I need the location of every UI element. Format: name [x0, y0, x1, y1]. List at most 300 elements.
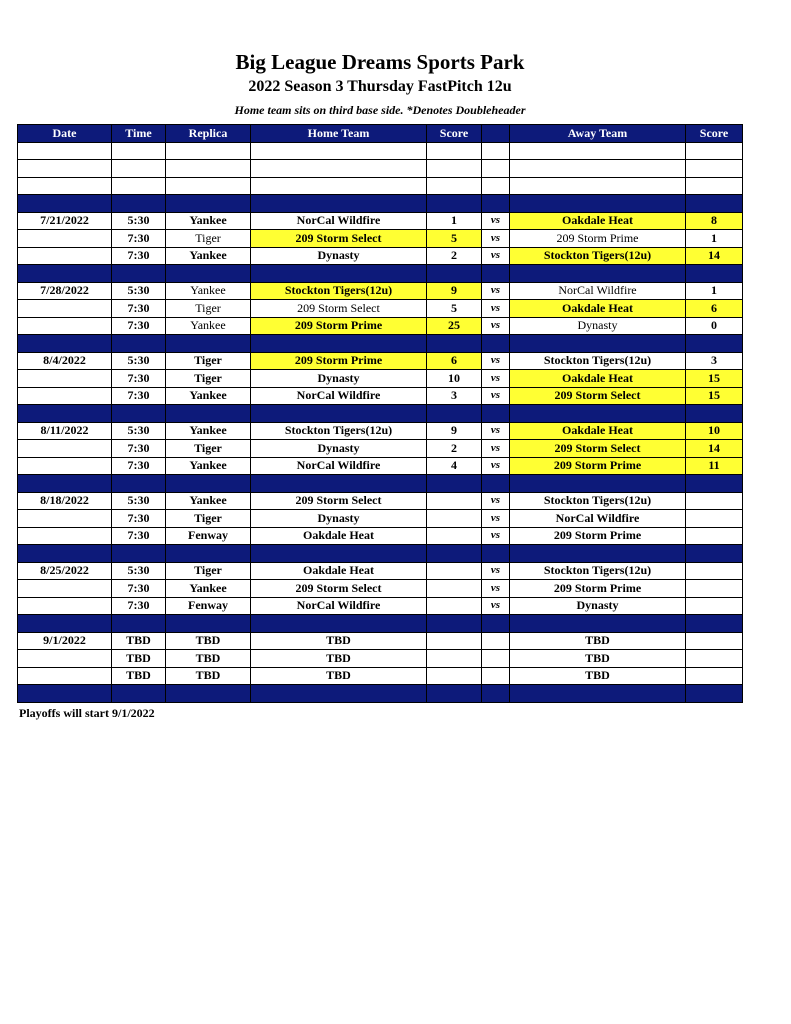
playoffs-note: Playoffs will start 9/1/2022	[19, 706, 155, 720]
time-cell: 7:30	[112, 300, 166, 318]
table-row	[18, 650, 743, 668]
separator-cell	[482, 265, 510, 283]
empty-cell	[427, 142, 482, 160]
empty-cell	[166, 142, 251, 160]
schedule-table	[17, 124, 743, 703]
separator-cell	[510, 615, 686, 633]
separator-cell	[427, 335, 482, 353]
table-row	[18, 632, 743, 650]
home-team-cell: 209 Storm Prime	[251, 352, 427, 370]
away-score-cell	[686, 562, 743, 580]
away-score-cell: 3	[686, 352, 743, 370]
away-team-cell: Oakdale Heat	[510, 300, 686, 318]
separator-cell	[112, 545, 166, 563]
away-score-cell: 1	[686, 282, 743, 300]
table-row	[18, 317, 743, 335]
separator-cell	[18, 265, 112, 283]
vs-cell: vs	[482, 300, 510, 318]
vs-cell: vs	[482, 282, 510, 300]
separator-cell	[510, 335, 686, 353]
home-score-cell: 5	[427, 300, 482, 318]
replica-cell: Yankee	[166, 492, 251, 510]
home-team-cell: 209 Storm Select	[251, 580, 427, 598]
table-row	[18, 667, 743, 685]
col-header-replica: Replica	[166, 125, 251, 143]
away-team-cell: TBD	[510, 650, 686, 668]
date-cell	[18, 667, 112, 685]
separator-cell	[166, 545, 251, 563]
date-cell: 8/18/2022	[18, 492, 112, 510]
separator-cell	[251, 615, 427, 633]
separator-cell	[166, 265, 251, 283]
away-team-cell: TBD	[510, 632, 686, 650]
away-score-cell	[686, 510, 743, 528]
replica-cell: Fenway	[166, 597, 251, 615]
empty-cell	[251, 177, 427, 195]
home-team-cell: Dynasty	[251, 247, 427, 265]
home-team-cell: TBD	[251, 667, 427, 685]
separator-cell	[686, 195, 743, 213]
separator-cell	[251, 195, 427, 213]
time-cell: 5:30	[112, 352, 166, 370]
separator-cell	[166, 335, 251, 353]
table-row	[18, 300, 743, 318]
week-separator	[18, 405, 743, 423]
home-team-cell: TBD	[251, 632, 427, 650]
home-team-cell: 209 Storm Select	[251, 492, 427, 510]
vs-cell: vs	[482, 562, 510, 580]
away-team-cell: 209 Storm Prime	[510, 457, 686, 475]
date-cell	[18, 370, 112, 388]
separator-cell	[112, 615, 166, 633]
separator-cell	[482, 615, 510, 633]
table-row	[18, 177, 743, 195]
time-cell: 7:30	[112, 510, 166, 528]
col-header-away-team: Away Team	[510, 125, 686, 143]
separator-cell	[166, 405, 251, 423]
away-score-cell	[686, 527, 743, 545]
date-cell: 8/25/2022	[18, 562, 112, 580]
separator-cell	[18, 475, 112, 493]
separator-cell	[166, 685, 251, 703]
vs-cell: vs	[482, 457, 510, 475]
home-score-cell: 1	[427, 212, 482, 230]
replica-cell: Tiger	[166, 370, 251, 388]
week-separator	[18, 265, 743, 283]
col-header-date: Date	[18, 125, 112, 143]
empty-cell	[18, 177, 112, 195]
home-score-cell: 5	[427, 230, 482, 248]
away-team-cell: Oakdale Heat	[510, 370, 686, 388]
separator-cell	[482, 405, 510, 423]
home-team-cell: NorCal Wildfire	[251, 387, 427, 405]
away-team-cell: NorCal Wildfire	[510, 510, 686, 528]
week-separator	[18, 195, 743, 213]
away-team-cell: Stockton Tigers(12u)	[510, 352, 686, 370]
home-score-cell: 25	[427, 317, 482, 335]
separator-cell	[112, 685, 166, 703]
time-cell: 7:30	[112, 317, 166, 335]
home-score-cell: 10	[427, 370, 482, 388]
separator-cell	[482, 195, 510, 213]
separator-cell	[427, 195, 482, 213]
col-header-away-score: Score	[686, 125, 743, 143]
replica-cell: Fenway	[166, 527, 251, 545]
time-cell: 7:30	[112, 230, 166, 248]
separator-cell	[166, 615, 251, 633]
separator-cell	[18, 545, 112, 563]
table-row	[18, 457, 743, 475]
table-row	[18, 527, 743, 545]
col-header-home-score: Score	[427, 125, 482, 143]
date-cell	[18, 247, 112, 265]
separator-cell	[112, 405, 166, 423]
table-row	[18, 142, 743, 160]
home-team-cell: Dynasty	[251, 510, 427, 528]
date-cell	[18, 457, 112, 475]
time-cell: 5:30	[112, 212, 166, 230]
table-row	[18, 352, 743, 370]
away-score-cell: 15	[686, 387, 743, 405]
time-cell: 7:30	[112, 457, 166, 475]
empty-cell	[112, 177, 166, 195]
separator-cell	[510, 405, 686, 423]
separator-cell	[251, 335, 427, 353]
week-separator	[18, 545, 743, 563]
week-separator	[18, 335, 743, 353]
empty-cell	[251, 142, 427, 160]
away-team-cell: 209 Storm Prime	[510, 230, 686, 248]
table-row	[18, 580, 743, 598]
col-header-home-team: Home Team	[251, 125, 427, 143]
date-cell	[18, 230, 112, 248]
col-header-time: Time	[112, 125, 166, 143]
table-row	[18, 370, 743, 388]
time-cell: 7:30	[112, 387, 166, 405]
separator-cell	[510, 475, 686, 493]
table-row	[18, 247, 743, 265]
empty-cell	[427, 177, 482, 195]
replica-cell: Yankee	[166, 282, 251, 300]
empty-cell	[112, 142, 166, 160]
time-cell: TBD	[112, 632, 166, 650]
replica-cell: Tiger	[166, 440, 251, 458]
date-cell	[18, 580, 112, 598]
vs-cell: vs	[482, 247, 510, 265]
vs-cell: vs	[482, 230, 510, 248]
date-cell	[18, 510, 112, 528]
away-score-cell	[686, 492, 743, 510]
vs-cell: vs	[482, 422, 510, 440]
table-row	[18, 597, 743, 615]
replica-cell: Tiger	[166, 562, 251, 580]
empty-cell	[112, 160, 166, 178]
home-score-cell: 6	[427, 352, 482, 370]
date-cell	[18, 650, 112, 668]
empty-cell	[482, 177, 510, 195]
replica-cell: Tiger	[166, 352, 251, 370]
empty-cell	[166, 177, 251, 195]
date-cell	[18, 387, 112, 405]
time-cell: 5:30	[112, 282, 166, 300]
away-team-cell: 209 Storm Prime	[510, 580, 686, 598]
time-cell: 7:30	[112, 370, 166, 388]
away-score-cell: 11	[686, 457, 743, 475]
away-score-cell: 14	[686, 440, 743, 458]
home-score-cell	[427, 492, 482, 510]
away-score-cell: 10	[686, 422, 743, 440]
empty-cell	[510, 160, 686, 178]
separator-cell	[427, 545, 482, 563]
vs-cell: vs	[482, 352, 510, 370]
table-row	[18, 422, 743, 440]
vs-cell	[482, 632, 510, 650]
vs-cell: vs	[482, 370, 510, 388]
separator-cell	[427, 405, 482, 423]
page-subtitle: 2022 Season 3 Thursday FastPitch 12u	[248, 78, 512, 95]
home-team-cell: Dynasty	[251, 370, 427, 388]
table-row	[18, 212, 743, 230]
time-cell: TBD	[112, 650, 166, 668]
week-separator	[18, 615, 743, 633]
time-cell: 7:30	[112, 527, 166, 545]
away-score-cell: 14	[686, 247, 743, 265]
date-cell: 8/11/2022	[18, 422, 112, 440]
col-header-vs	[482, 125, 510, 143]
home-team-cell: 209 Storm Prime	[251, 317, 427, 335]
away-team-cell: Dynasty	[510, 317, 686, 335]
away-score-cell	[686, 632, 743, 650]
empty-cell	[510, 177, 686, 195]
vs-cell	[482, 667, 510, 685]
time-cell: 7:30	[112, 247, 166, 265]
home-score-cell: 2	[427, 440, 482, 458]
empty-cell	[482, 142, 510, 160]
table-row	[18, 282, 743, 300]
separator-cell	[510, 195, 686, 213]
replica-cell: Tiger	[166, 230, 251, 248]
replica-cell: Tiger	[166, 510, 251, 528]
vs-cell: vs	[482, 580, 510, 598]
away-team-cell: TBD	[510, 667, 686, 685]
time-cell: 7:30	[112, 580, 166, 598]
separator-cell	[686, 475, 743, 493]
separator-cell	[686, 265, 743, 283]
separator-cell	[686, 545, 743, 563]
away-score-cell: 6	[686, 300, 743, 318]
replica-cell: Yankee	[166, 317, 251, 335]
replica-cell: Yankee	[166, 212, 251, 230]
replica-cell: Yankee	[166, 457, 251, 475]
separator-cell	[251, 545, 427, 563]
table-row	[18, 562, 743, 580]
time-cell: 7:30	[112, 440, 166, 458]
separator-cell	[686, 615, 743, 633]
separator-cell	[427, 685, 482, 703]
home-score-cell: 4	[427, 457, 482, 475]
separator-cell	[112, 335, 166, 353]
vs-cell: vs	[482, 440, 510, 458]
table-row	[18, 510, 743, 528]
home-score-cell: 9	[427, 422, 482, 440]
vs-cell: vs	[482, 597, 510, 615]
empty-cell	[166, 160, 251, 178]
empty-cell	[427, 160, 482, 178]
time-cell: 7:30	[112, 597, 166, 615]
separator-cell	[686, 405, 743, 423]
separator-cell	[166, 475, 251, 493]
separator-cell	[251, 405, 427, 423]
empty-cell	[18, 142, 112, 160]
separator-cell	[510, 685, 686, 703]
home-score-cell	[427, 650, 482, 668]
away-score-cell: 1	[686, 230, 743, 248]
home-team-cell: 209 Storm Select	[251, 230, 427, 248]
table-row	[18, 440, 743, 458]
home-team-cell: Stockton Tigers(12u)	[251, 422, 427, 440]
away-score-cell	[686, 580, 743, 598]
away-team-cell: 209 Storm Select	[510, 387, 686, 405]
page-title: Big League Dreams Sports Park	[235, 50, 525, 74]
table-row	[18, 387, 743, 405]
date-cell	[18, 527, 112, 545]
table-row	[18, 492, 743, 510]
away-team-cell: 209 Storm Select	[510, 440, 686, 458]
week-separator	[18, 475, 743, 493]
replica-cell: Yankee	[166, 422, 251, 440]
page-note: Home team sits on third base side. *Denotes Doubleheader	[234, 103, 526, 117]
home-score-cell: 3	[427, 387, 482, 405]
separator-cell	[112, 265, 166, 283]
date-cell	[18, 300, 112, 318]
home-team-cell: 209 Storm Select	[251, 300, 427, 318]
away-team-cell: 209 Storm Prime	[510, 527, 686, 545]
vs-cell: vs	[482, 492, 510, 510]
schedule-body	[18, 142, 743, 702]
home-team-cell: NorCal Wildfire	[251, 597, 427, 615]
separator-cell	[251, 265, 427, 283]
replica-cell: Yankee	[166, 247, 251, 265]
empty-cell	[251, 160, 427, 178]
home-team-cell: Dynasty	[251, 440, 427, 458]
home-team-cell: Oakdale Heat	[251, 527, 427, 545]
separator-cell	[482, 335, 510, 353]
separator-cell	[482, 685, 510, 703]
separator-cell	[686, 685, 743, 703]
vs-cell: vs	[482, 510, 510, 528]
home-score-cell	[427, 562, 482, 580]
empty-cell	[686, 177, 743, 195]
away-score-cell: 15	[686, 370, 743, 388]
separator-cell	[427, 265, 482, 283]
away-team-cell: Oakdale Heat	[510, 422, 686, 440]
home-score-cell: 9	[427, 282, 482, 300]
away-score-cell: 0	[686, 317, 743, 335]
vs-cell: vs	[482, 317, 510, 335]
separator-cell	[18, 685, 112, 703]
away-score-cell	[686, 650, 743, 668]
separator-cell	[166, 195, 251, 213]
home-team-cell: NorCal Wildfire	[251, 457, 427, 475]
home-team-cell: Oakdale Heat	[251, 562, 427, 580]
replica-cell: Yankee	[166, 387, 251, 405]
separator-cell	[510, 545, 686, 563]
home-score-cell	[427, 580, 482, 598]
separator-cell	[251, 475, 427, 493]
date-cell	[18, 317, 112, 335]
replica-cell: TBD	[166, 650, 251, 668]
table-row	[18, 160, 743, 178]
replica-cell: TBD	[166, 632, 251, 650]
away-team-cell: Stockton Tigers(12u)	[510, 562, 686, 580]
home-score-cell	[427, 510, 482, 528]
away-score-cell: 8	[686, 212, 743, 230]
time-cell: 5:30	[112, 422, 166, 440]
separator-cell	[510, 265, 686, 283]
home-score-cell: 2	[427, 247, 482, 265]
home-team-cell: NorCal Wildfire	[251, 212, 427, 230]
separator-cell	[112, 195, 166, 213]
time-cell: 5:30	[112, 492, 166, 510]
vs-cell: vs	[482, 212, 510, 230]
away-team-cell: Stockton Tigers(12u)	[510, 492, 686, 510]
vs-cell	[482, 650, 510, 668]
date-cell: 9/1/2022	[18, 632, 112, 650]
separator-cell	[251, 685, 427, 703]
table-row	[18, 230, 743, 248]
away-team-cell: Dynasty	[510, 597, 686, 615]
date-cell	[18, 597, 112, 615]
separator-cell	[18, 335, 112, 353]
date-cell: 8/4/2022	[18, 352, 112, 370]
away-score-cell	[686, 667, 743, 685]
vs-cell: vs	[482, 527, 510, 545]
replica-cell: TBD	[166, 667, 251, 685]
away-score-cell	[686, 597, 743, 615]
away-team-cell: Oakdale Heat	[510, 212, 686, 230]
home-team-cell: Stockton Tigers(12u)	[251, 282, 427, 300]
home-score-cell	[427, 527, 482, 545]
date-cell: 7/28/2022	[18, 282, 112, 300]
empty-cell	[482, 160, 510, 178]
replica-cell: Tiger	[166, 300, 251, 318]
separator-cell	[112, 475, 166, 493]
home-score-cell	[427, 597, 482, 615]
separator-cell	[427, 615, 482, 633]
separator-cell	[18, 405, 112, 423]
away-team-cell: NorCal Wildfire	[510, 282, 686, 300]
separator-cell	[18, 195, 112, 213]
header-row	[18, 125, 743, 143]
empty-cell	[510, 142, 686, 160]
date-cell: 7/21/2022	[18, 212, 112, 230]
separator-cell	[427, 475, 482, 493]
week-separator	[18, 685, 743, 703]
replica-cell: Yankee	[166, 580, 251, 598]
empty-cell	[686, 142, 743, 160]
empty-cell	[686, 160, 743, 178]
home-score-cell	[427, 667, 482, 685]
away-team-cell: Stockton Tigers(12u)	[510, 247, 686, 265]
separator-cell	[18, 615, 112, 633]
empty-cell	[18, 160, 112, 178]
separator-cell	[482, 545, 510, 563]
time-cell: 5:30	[112, 562, 166, 580]
date-cell	[18, 440, 112, 458]
home-score-cell	[427, 632, 482, 650]
separator-cell	[482, 475, 510, 493]
home-team-cell: TBD	[251, 650, 427, 668]
